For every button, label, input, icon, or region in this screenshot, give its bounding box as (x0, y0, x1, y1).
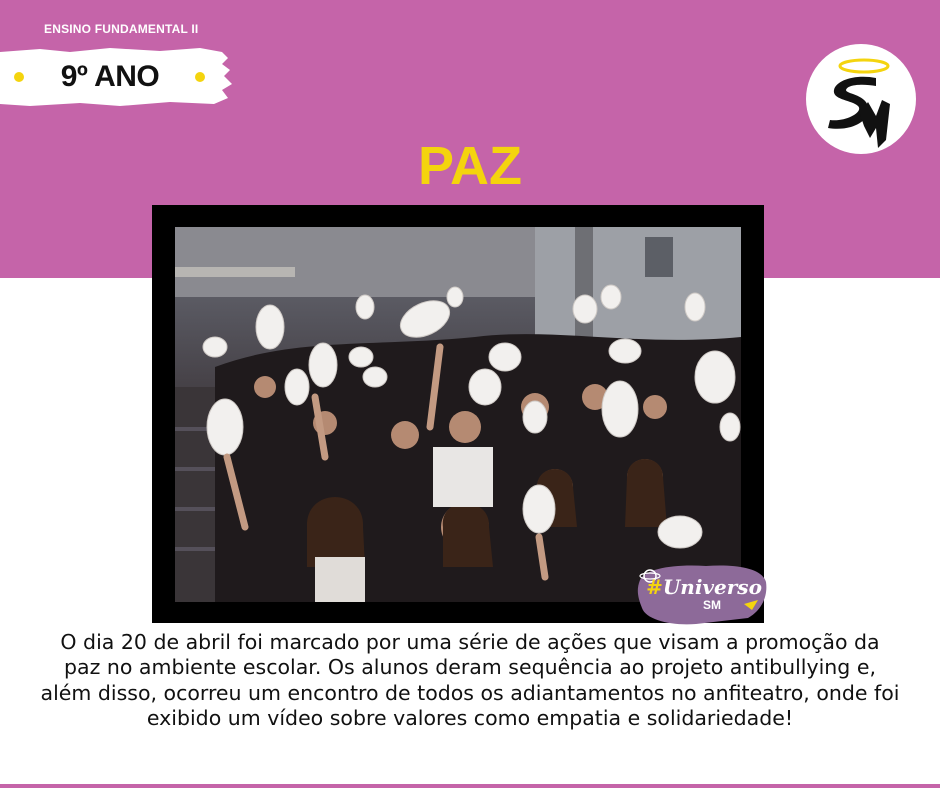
event-photo (175, 227, 741, 602)
hash-symbol: # (646, 575, 663, 599)
badge-sub-text: SM (703, 598, 721, 612)
grade-label: 9º ANO (60, 60, 160, 93)
description-paragraph: O dia 20 de abril foi marcado por uma série de ações que visam a promoção da paz no ambiente escolar. Os alunos deram sequência ao projeto antibullying e, além disso, ocorreu um encontro de todos os adiantamentos no anfiteatro, onde foi exibido um vídeo sobre valores como empatia e solidariedade! (40, 630, 900, 731)
level-label: ENSINO FUNDAMENTAL II (44, 22, 199, 36)
badge-main-text: Universo (662, 575, 762, 599)
grade-banner (0, 46, 234, 108)
page-title: PAZ (418, 136, 522, 196)
badge-hashtag (646, 576, 762, 598)
students-with-balloons-photo-icon (175, 227, 741, 602)
universo-sm-badge (636, 560, 768, 626)
bottom-accent-line (0, 784, 940, 788)
